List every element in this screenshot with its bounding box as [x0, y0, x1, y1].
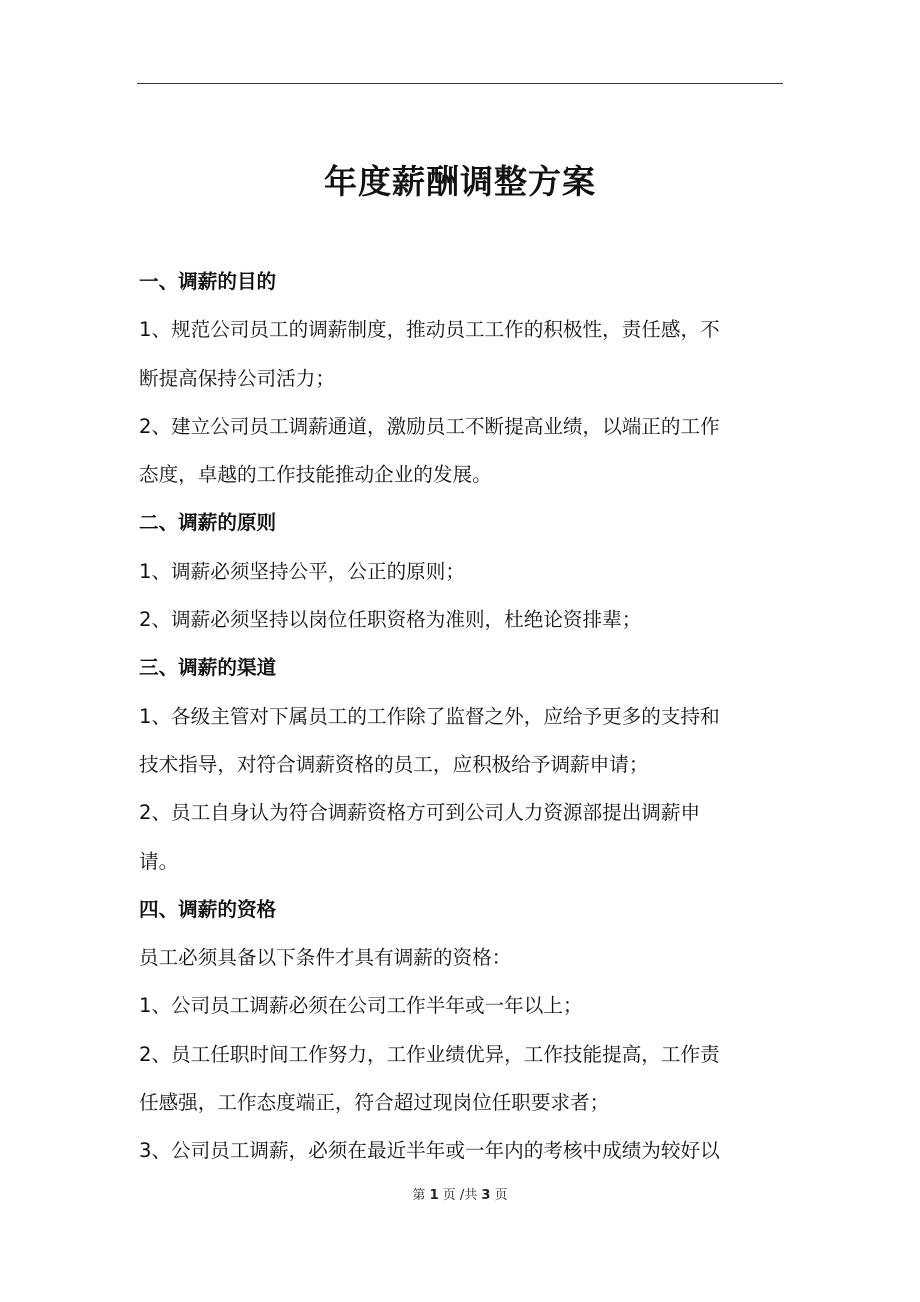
section-heading: 二、调薪的原则: [139, 511, 277, 535]
body-text-line: 3、公司员工调薪，必须在最近半年或一年内的考核中成绩为较好以: [139, 1139, 720, 1163]
document-body: [139, 258, 784, 1176]
body-text-line: 态度，卓越的工作技能推动企业的发展。: [139, 463, 492, 487]
body-text-line: 2、建立公司员工调薪通道，激励员工不断提高业绩，以端正的工作: [139, 414, 720, 438]
footer-suffix: 页: [490, 1188, 508, 1203]
footer-total-pages: 3: [481, 1188, 491, 1203]
footer-prefix: 第: [412, 1188, 430, 1203]
body-text-line: 2、员工任职时间工作努力，工作业绩优异，工作技能提高，工作责: [139, 1042, 720, 1066]
footer-middle: 页 /共: [438, 1188, 482, 1203]
footer-current-page: 1: [429, 1188, 439, 1203]
header-rule: [137, 83, 783, 84]
body-text-line: 1、公司员工调薪必须在公司工作半年或一年以上；: [139, 994, 583, 1018]
body-text-line: 2、调薪必须坚持以岗位任职资格为准则，杜绝论资排辈；: [139, 608, 642, 632]
body-text-line: 任感强，工作态度端正，符合超过现岗位任职要求者；: [139, 1091, 610, 1115]
document-title: 年度薪酬调整方案: [324, 162, 596, 201]
body-text-line: 1、各级主管对下属员工的工作除了监督之外，应给予更多的支持和: [139, 704, 720, 728]
body-text-line: 1、规范公司员工的调薪制度，推动员工工作的积极性，责任感，不: [139, 318, 720, 342]
body-text-line: 员工必须具备以下条件才具有调薪的资格：: [139, 946, 512, 970]
section-heading: 一、调薪的目的: [139, 270, 277, 293]
body-text-line: 2、员工自身认为符合调薪资格方可到公司人力资源部提出调薪申: [139, 801, 701, 825]
body-text-line: 请。: [139, 849, 179, 873]
section-heading: 三、调薪的渠道: [139, 656, 277, 680]
section-heading: 四、调薪的资格: [139, 897, 277, 921]
page-footer: [0, 1186, 920, 1206]
body-text-line: 1、调薪必须坚持公平，公正的原则；: [139, 559, 465, 583]
body-text-line: 技术指导，对符合调薪资格的员工，应积极给予调薪申请；: [139, 752, 649, 776]
body-text-line: 断提高保持公司活力；: [139, 366, 335, 390]
